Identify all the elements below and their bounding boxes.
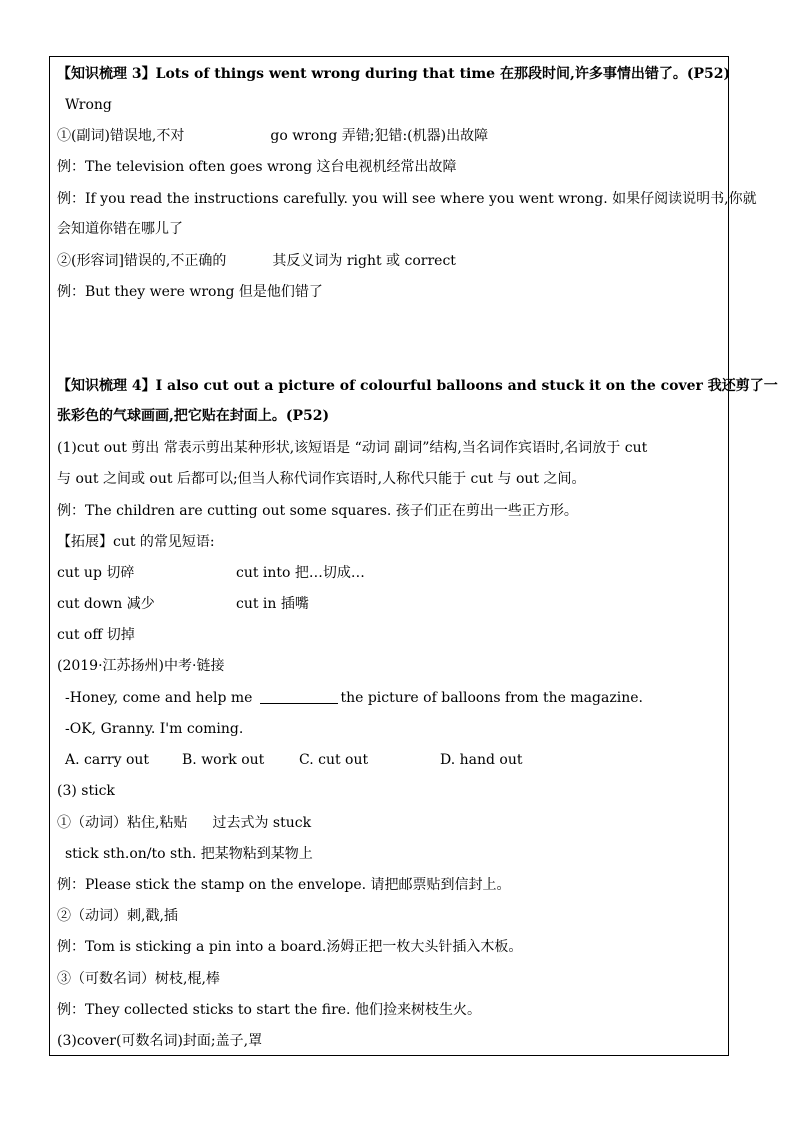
section3-example2-line2: 会知道你错在哪儿了 xyxy=(57,221,183,237)
exam-source: (2019·江苏扬州)中考·链接 xyxy=(57,658,225,674)
question-line1 xyxy=(65,688,643,708)
question-text-b: the picture of balloons from the magazine. xyxy=(340,690,643,706)
stick-def1 xyxy=(57,813,311,833)
def2-meaning: ②(形容词]错误的,不正确的 xyxy=(57,253,227,269)
question-text-a: -Honey, come and help me xyxy=(65,690,253,706)
stick-title: (3) stick xyxy=(57,783,115,799)
section3-heading: 【知识梳理 3】Lots of things went wrong during that time 在那段时间,许多事情出错了。(P52) xyxy=(57,66,731,82)
option-a[interactable]: A. carry out xyxy=(65,752,150,768)
option-b[interactable]: B. work out xyxy=(182,752,265,768)
section4-example1: 例：The children are cutting out some squares. 孩子们正在剪出一些正方形。 xyxy=(57,503,578,519)
stick-example2: 例：Tom is sticking a pin into a board.汤姆正把一枚大头针插入木板。 xyxy=(57,939,523,955)
stick-example3: 例：They collected sticks to start the fire. 他们捡来树枝生火。 xyxy=(57,1002,481,1018)
stick-def2: ②（动词）刺,戳,插 xyxy=(57,908,178,924)
section4-para1-line1: (1)cut out 剪出 常表示剪出某种形状,该短语是 “动词 副词”结构,当名词作宾语时,名词放于 cut xyxy=(57,440,648,456)
section3-example1: 例：The television often goes wrong 这台电视机经常出故障 xyxy=(57,159,457,175)
section4-heading-line2: 张彩色的气球画画,把它贴在封面上。(P52) xyxy=(57,408,330,424)
stick-def1-past: 过去式为 stuck xyxy=(212,815,312,831)
def2-antonym: 其反义词为 right 或 correct xyxy=(272,253,456,269)
section4-heading-line1: 【知识梳理 4】I also cut out a picture of colourful balloons and stuck it on the cover 我还剪了一 xyxy=(57,378,778,394)
phrase-cut-in: cut in 插嘴 xyxy=(236,596,309,612)
section4-para1-line2: 与 out 之间或 out 后都可以;但当人称代词作宾语时,人称代只能于 cut 与 out 之间。 xyxy=(57,471,586,487)
answer-blank[interactable] xyxy=(260,689,338,704)
answer-options xyxy=(65,750,523,770)
stick-def1-meaning: ①（动词）粘住,粘贴 xyxy=(57,815,188,831)
phrase-cut-off: cut off 切掉 xyxy=(57,627,135,643)
phrase-cut-into: cut into 把…切成… xyxy=(236,565,365,581)
section3-word: Wrong xyxy=(65,97,112,113)
phrase-cut-down: cut down 减少 xyxy=(57,596,155,612)
stick-example1: 例：Please stick the stamp on the envelope. 请把邮票贴到信封上。 xyxy=(57,877,511,893)
section4-expand-title: 【拓展】cut 的常见短语: xyxy=(57,534,215,550)
section3-example3: 例：But they were wrong 但是他们错了 xyxy=(57,284,323,300)
section3-def2 xyxy=(57,251,456,271)
cover-definition: (3)cover(可数名词)封面;盖子,罩 xyxy=(57,1033,263,1049)
def1-meaning: ①(副词)错误地,不对 xyxy=(57,128,185,144)
phrase-row-1 xyxy=(57,563,365,583)
def1-phrase: go wrong 弄错;犯错:(机器)出故障 xyxy=(270,128,489,144)
stick-def3: ③（可数名词）树枝,棍,棒 xyxy=(57,971,220,987)
phrase-row-2 xyxy=(57,594,309,614)
question-line2: -OK, Granny. I'm coming. xyxy=(65,721,244,737)
stick-phrase: stick sth.on/to sth. 把某物粘到某物上 xyxy=(65,846,313,862)
section3-example2-line1: 例：If you read the instructions carefully. you will see where you went wrong. 如果仔阅读说明书,你就 xyxy=(57,191,757,207)
option-d[interactable]: D. hand out xyxy=(440,752,523,768)
section3-def1 xyxy=(57,126,488,146)
option-c[interactable]: C. cut out xyxy=(299,752,369,768)
phrase-cut-up: cut up 切碎 xyxy=(57,565,135,581)
